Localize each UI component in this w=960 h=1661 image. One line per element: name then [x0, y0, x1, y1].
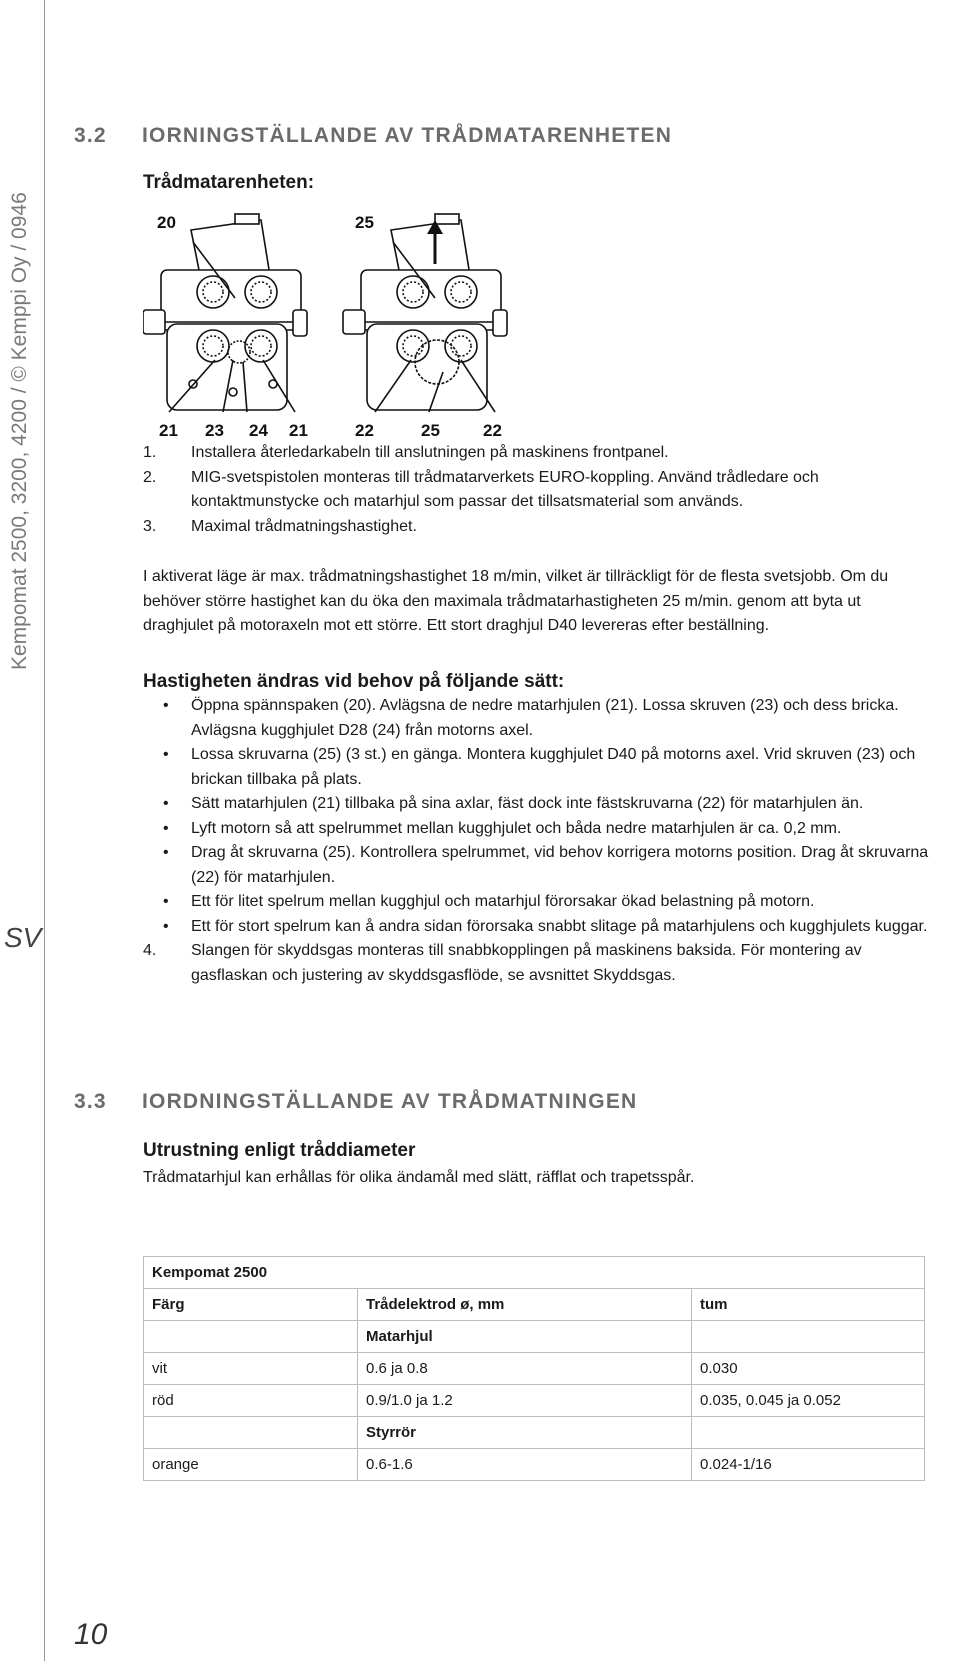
table-row: [144, 1353, 925, 1385]
bullet-icon: •: [163, 844, 169, 861]
section-heading-3-3: [74, 1090, 637, 1114]
table-row: [144, 1385, 925, 1417]
steps-list: [143, 441, 933, 539]
bullet-text: Ett för litet spelrum mellan kugghjul och matarhjul förorsakar ökad belastning på motorn.: [191, 893, 815, 910]
paragraph-max-speed: I aktiverat läge är max. trådmatningshastighet 18 m/min, vilket är tillräckligt för de flesta svetsjobb. Om du behöver större hastighet kan du öka den maximala trådmatarhastigheten 25 m/min. genom att byta ut draghjulet på motoraxeln mot ett större. Ett stort draghjul D40 levereras efter beställning.: [143, 568, 889, 634]
section-title: IORNINGSTÄLLANDE AV TRÅDMATARENHETEN: [142, 124, 673, 147]
list-item: [143, 441, 933, 466]
step-text: MIG-svetspistolen monteras till trådmatarverkets EURO-koppling. Använd trådledare och kontaktmunstycke och matarhjul som passar det tillsatsmaterial som används.: [191, 468, 819, 510]
document-footer-text: Kempomat 2500, 3200, 4200 / © Kemppi Oy / 0946: [8, 192, 31, 670]
table-group-row: [144, 1417, 925, 1449]
figure-label-25: 25: [355, 213, 374, 232]
bullet-text: Ett för stort spelrum kan å andra sidan förorsaka snabbt slitage på matarhjulens och kugghjulets kuggar.: [191, 917, 928, 935]
table-cell: röd: [144, 1385, 358, 1417]
figure-label-24: 24: [249, 421, 268, 440]
list-item: [143, 915, 933, 940]
table-group-row: [144, 1321, 925, 1353]
section-title: IORDNINGSTÄLLANDE AV TRÅDMATNINGEN: [142, 1090, 638, 1113]
step-text: Installera återledarkabeln till anslutningen på maskinens frontpanel.: [191, 444, 669, 461]
table-cell: vit: [144, 1353, 358, 1385]
list-item: [143, 466, 933, 515]
table-cell: [144, 1321, 358, 1353]
table-group-label: Matarhjul: [358, 1321, 692, 1353]
bullet-text: Öppna spännspaken (20). Avlägsna de nedre matarhjulen (21). Lossa skruven (23) och dess bricka. Avlägsna kugghjulet D28 (24) från motorns axel.: [191, 697, 899, 739]
list-item: [143, 890, 933, 915]
step-number: 1.: [143, 444, 157, 461]
table-header: Trådelektrod ø, mm: [358, 1289, 692, 1321]
section-number: 3.2: [74, 124, 107, 147]
table-cell: 0.030: [692, 1353, 925, 1385]
bullet-text: Lyft motorn så att spelrummet mellan kugghjulet och båda nedre matarhjulen är ca. 0,2 mm.: [191, 819, 842, 837]
subheading-speed-change: Hastigheten ändras vid behov på följande sätt:: [143, 671, 565, 692]
table-title: Kempomat 2500: [144, 1257, 925, 1289]
bullet-text: Sätt matarhjulen (21) tillbaka på sina axlar, fäst dock inte fästskruvarna (22) för matarhjulen än.: [191, 795, 864, 812]
table-header-row: [144, 1289, 925, 1321]
table-header: Färg: [144, 1289, 358, 1321]
list-item: [143, 515, 933, 540]
paragraph-feed-rolls: Trådmatarhjul kan erhållas för olika ändamål med slätt, räfflat och trapetsspår.: [143, 1169, 695, 1186]
table-cell: [692, 1417, 925, 1449]
bullet-icon: •: [163, 893, 169, 910]
step-number: 3.: [143, 517, 157, 535]
feeder-unit-right: [343, 214, 507, 412]
table-cell: 0.6-1.6: [358, 1449, 692, 1481]
section-heading-3-2: [74, 124, 672, 148]
list-item: [143, 817, 933, 842]
wire-roll-table: [143, 1256, 925, 1481]
section-number: 3.3: [74, 1090, 107, 1113]
table-header: tum: [692, 1289, 925, 1321]
step-text: Maximal trådmatningshastighet.: [191, 517, 417, 535]
bullet-icon: •: [163, 697, 169, 714]
figure-label-23: 23: [205, 421, 224, 440]
sidebar-rule: [44, 0, 45, 1661]
list-item: [143, 939, 933, 988]
bullet-text: Lossa skruvarna (25) (3 st.) en gänga. Montera kugghjulet D40 på motorns axel. Vrid skruven (23) och brickan tillbaka på plats.: [191, 746, 916, 788]
figure-label-21b: 21: [289, 421, 308, 440]
table-cell: 0.024-1/16: [692, 1449, 925, 1481]
figure-label-25b: 25: [421, 421, 440, 440]
figure-label-21a: 21: [159, 421, 178, 440]
sidebar-vertical-text: [0, 130, 44, 670]
bullet-icon: •: [163, 746, 169, 763]
speed-bullets: [143, 694, 933, 988]
table-cell: [692, 1321, 925, 1353]
list-item: [143, 694, 933, 743]
figure-label-22b: 22: [483, 421, 502, 440]
table-row: [144, 1449, 925, 1481]
step-number: 4.: [143, 942, 157, 959]
table-cell: 0.6 ja 0.8: [358, 1353, 692, 1385]
bullet-icon: •: [163, 917, 169, 935]
bullet-text: Drag åt skruvarna (25). Kontrollera spelrummet, vid behov korrigera motorns position. Drag åt skruvarna (22) för matarhjulen.: [191, 844, 929, 886]
table-cell: orange: [144, 1449, 358, 1481]
list-item: [143, 841, 933, 890]
table-cell: [144, 1417, 358, 1449]
subheading-equipment: Utrustning enligt tråddiameter: [143, 1140, 416, 1161]
language-tag: SV: [4, 922, 42, 953]
list-item: [143, 743, 933, 792]
wire-feeder-figure: [143, 212, 563, 452]
figure-label-22a: 22: [355, 421, 374, 440]
table-row: [144, 1257, 925, 1289]
bullet-icon: •: [163, 819, 169, 837]
bullet-icon: •: [163, 795, 169, 812]
step-text: Slangen för skyddsgas monteras till snabbkopplingen på maskinens baksida. För montering av gasflaskan och justering av skyddsgasflöde, se avsnittet Skyddsgas.: [191, 942, 862, 984]
table-cell: 0.9/1.0 ja 1.2: [358, 1385, 692, 1417]
page-number: 10: [74, 1618, 108, 1651]
subheading-wire-feeder: Trådmatarenheten:: [143, 172, 315, 193]
table-group-label: Styrrör: [358, 1417, 692, 1449]
step-number: 2.: [143, 468, 157, 486]
list-item: [143, 792, 933, 817]
table-cell: 0.035, 0.045 ja 0.052: [692, 1385, 925, 1417]
figure-label-20: 20: [157, 213, 176, 232]
feeder-unit-left: [143, 214, 307, 412]
